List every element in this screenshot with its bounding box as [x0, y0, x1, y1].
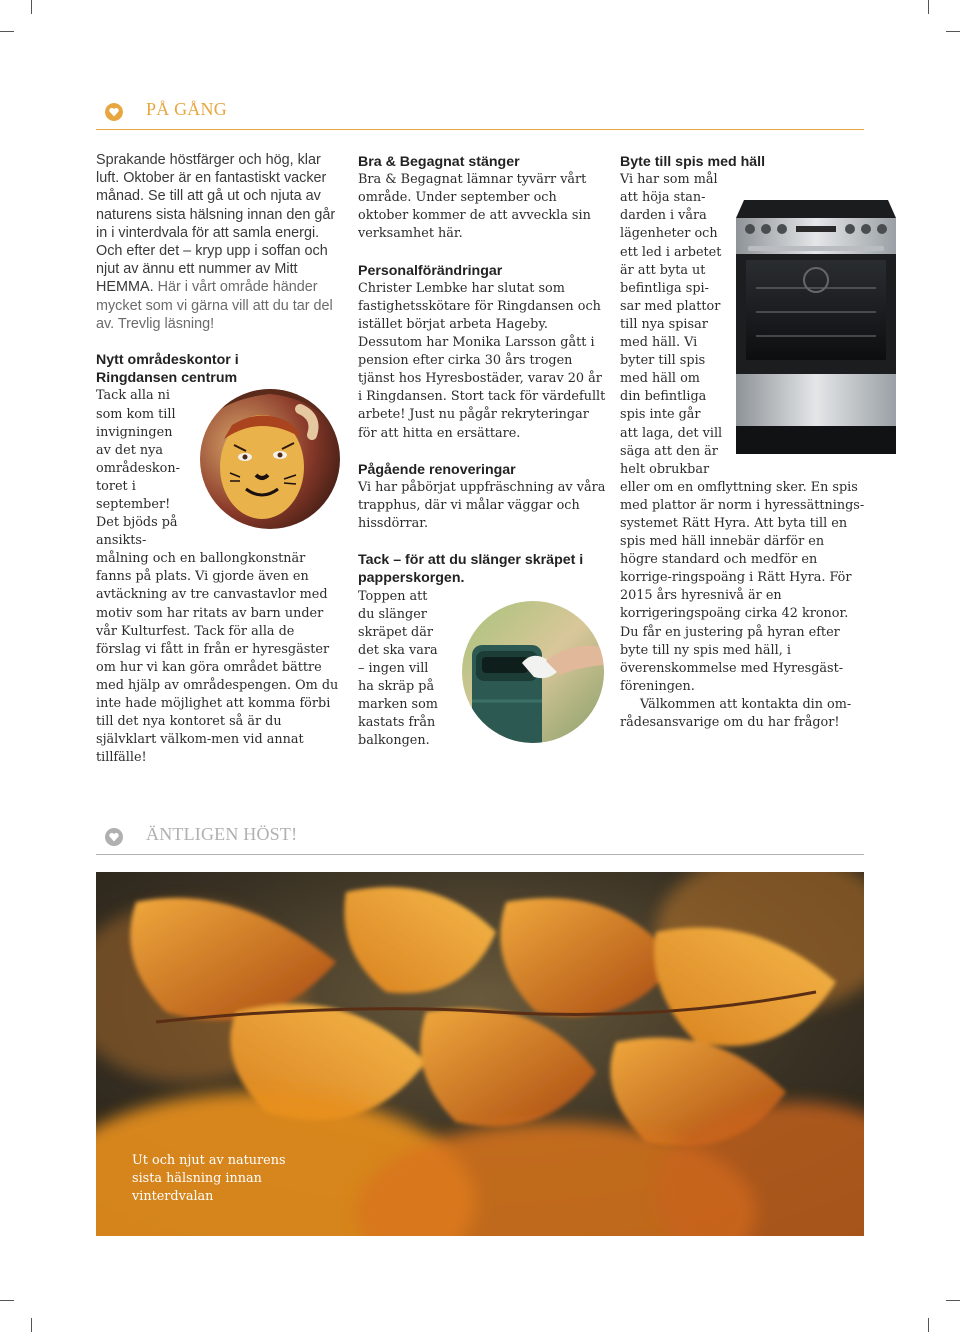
office-line: september!: [96, 497, 171, 512]
intro-part1: Sprakande höstfärger och hög, klar luft. Oktober är en fantastiskt vacker månad. Se till att gå ut och njuta av naturens sista hälsning innan den går in i vinterdvala för att samla energi. Och efter det – kryp upp i soffan och njut av ännu ett nummer av Mitt HEMMA.: [96, 152, 336, 296]
skrap-line: balkongen.: [358, 733, 430, 749]
office-line: Tack alla ni: [96, 388, 171, 404]
office-line: Det bjöds på: [96, 515, 178, 531]
spis-line: säga att den är: [620, 443, 718, 459]
office-line: målning och en ballongkonstnär: [96, 551, 306, 567]
begagnat-heading: Bra & Begagnat stänger: [358, 154, 520, 170]
crop-mark: [946, 31, 960, 32]
office-line: områdeskon-: [96, 460, 180, 476]
crop-mark: [31, 1318, 32, 1332]
crop-mark: [0, 31, 14, 32]
office-line: ansikts-: [96, 533, 147, 549]
spis-line: är att byta ut: [620, 262, 706, 278]
crop-mark: [928, 0, 929, 14]
begagnat-body: Bra & Begagnat lämnar tyvärr vårt område. Under september och oktober kommer de att avveckla sin verksamhet här.: [358, 172, 591, 242]
crop-mark: [31, 0, 32, 14]
skrap-line: marken som: [358, 697, 438, 713]
crop-mark: [928, 1318, 929, 1332]
section-title: ÄNTLIGEN HÖST!: [146, 824, 298, 844]
spis-line: sar med plattor: [620, 298, 721, 314]
spis-line: ett led i arbetet: [620, 244, 722, 260]
spis-line: din befintliga: [620, 389, 707, 405]
spis-line: till nya spisar: [620, 316, 708, 332]
spis-line: med häll. Vi: [620, 335, 698, 351]
office-line: toret i: [96, 478, 136, 494]
section-title: PÅ GÅNG: [146, 99, 227, 119]
office-heading: Nytt områdeskontor i Ringdansen centrum: [96, 352, 239, 387]
skrap-line: – ingen vill: [358, 660, 429, 676]
skrap-line: det ska vara: [358, 642, 438, 658]
intro-text: [96, 151, 340, 333]
spis-line: Vi har som mål: [620, 172, 718, 188]
skrap-line: kastats från: [358, 715, 436, 731]
crop-mark: [0, 1300, 14, 1301]
heart-icon: [105, 828, 123, 846]
trash-bin-photo: [462, 601, 604, 743]
office-body-rest: Vi gjorde även en avtäckning av tre canvastavlor med motiv som har ritats av barn under vår Kulturfest. Tack för alla de förslag vi fått in från er hyresgäster om hur vi kan göra området bättre med hjälp av områdespengen. Om du inte hade möjlighet att komma förbi till det nya kontoret så är du självklart välkom-men vid annat tillfälle!: [96, 569, 339, 766]
section-header-antligen-host: [96, 820, 864, 855]
skrap-line: ha skräp på: [358, 678, 435, 694]
renovering-body: Vi har påbörjat uppfräschning av våra trapphus, där vi målar väggar och hissdörrar.: [358, 479, 606, 532]
spis-line: spis inte går: [620, 407, 701, 423]
section-header-pa-gang: [96, 95, 864, 130]
spis-line: befintliga spi-: [620, 280, 709, 296]
crop-mark: [946, 1300, 960, 1301]
spis-line: lägenheter och: [620, 226, 718, 242]
spis-line: med häll om: [620, 371, 700, 387]
office-line: av det nya: [96, 442, 164, 458]
intro-part2: Här i vårt område händer mycket som vi gärna vill att du tar del av. Trevlig läsning!: [96, 279, 333, 332]
skrap-line: Toppen att: [358, 588, 428, 604]
face-painting-photo: [200, 389, 340, 529]
spis-line: darden i våra: [620, 208, 707, 224]
article-personal: [358, 262, 608, 443]
office-line: som kom till: [96, 406, 176, 422]
article-begagnat: [358, 153, 608, 244]
stove-image: [736, 196, 896, 454]
renovering-heading: Pågående renoveringar: [358, 461, 516, 478]
office-line: invigningen: [96, 424, 173, 440]
skrap-heading: Tack – för att du slänger skräpet i papperskorgen.: [358, 552, 584, 587]
spis-line: att laga, det vill: [620, 425, 723, 441]
article-renovering: [358, 461, 608, 533]
personal-body: Christer Lembke har slutat som fastighetsskötare för Ringdansen och istället börjat arbeta Hageby. Dessutom har Monika Larsson gått i pension efter cirka 30 års trogen tjänst hos Hyresbostäder, varav 20 år i Ringdansen. Stort tack för värdefullt arbete! Just nu pågår rekryteringar för att hitta en ersättare.: [358, 280, 606, 441]
office-line: fanns på plats.: [96, 569, 192, 585]
autumn-leaves-photo: [96, 872, 864, 1236]
spis-body-rest: eller om en omflyttning sker. En spis med plattor är norm i hyressättnings-systemet Rätt Hyra. Att byta till en spis med häll innebär därför en högre standard och medför en korrige-ringspoäng i Rätt Hyra. För 2015 års hyresnivå är en korrigeringspoäng cirka 42 kronor. Du får en justering på hyran efter byte till ny spis med häll, i överenskommelse med Hyresgäst-föreningen.: [620, 479, 865, 694]
spis-line: byter till spis: [620, 353, 706, 369]
spis-heading: Byte till spis med häll: [620, 154, 766, 170]
spis-line: att höja stan-: [620, 190, 706, 206]
spis-closing: Välkommen att kontakta din om-rådesansvarige om du har frågor!: [620, 696, 852, 731]
heart-icon: [105, 103, 123, 121]
skrap-line: du slänger: [358, 606, 427, 622]
spis-line: helt obrukbar: [620, 461, 710, 477]
personal-heading: Personalförändringar: [358, 262, 503, 279]
skrap-line: skräpet där: [358, 624, 433, 640]
photo-caption: Ut och njut av naturens sista hälsning innan vinterdvalan: [132, 1153, 286, 1204]
